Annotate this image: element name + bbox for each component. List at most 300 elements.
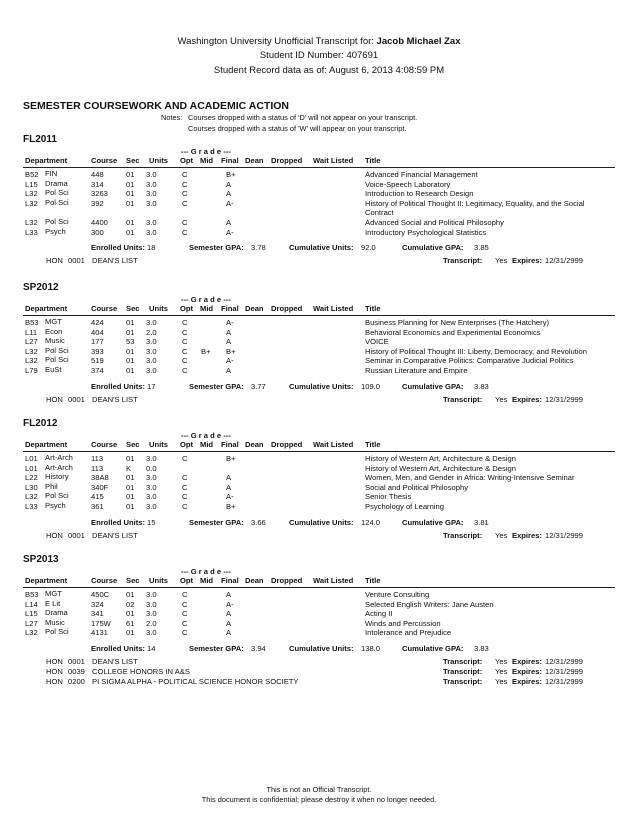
course-title: Introduction to Research Design — [365, 189, 474, 199]
expires-value: 12/31/2999 — [545, 394, 584, 404]
enrolled-units-label: Enrolled Units: — [91, 243, 146, 253]
course-opt: C — [182, 590, 188, 599]
header-rule — [23, 167, 615, 168]
course-mid-grade: B+ — [201, 346, 211, 356]
course-dept: FIN — [45, 169, 58, 178]
col-header-mid: Mid — [200, 156, 214, 165]
course-opt: C — [182, 179, 188, 189]
course-code: L79 — [25, 366, 38, 375]
honor-type: HON — [46, 657, 63, 666]
honor-type: HON — [46, 667, 63, 676]
course-number: 374 — [91, 366, 104, 375]
col-header-wait-listed: Wait Listed — [313, 304, 354, 313]
enrolled-units-value: 14 — [147, 644, 156, 653]
col-header-opt: Opt — [180, 304, 194, 313]
transcript-value: Yes — [495, 657, 508, 666]
course-dept: Pol Sci — [45, 345, 69, 355]
course-dept: MGT — [45, 317, 62, 326]
transcript-value: Yes — [495, 256, 508, 266]
col-header-opt: Opt — [180, 576, 194, 585]
footer-line-1: This is not an Official Transcript. — [266, 785, 372, 794]
course-code: L01 — [25, 463, 38, 473]
col-header-opt: Opt — [180, 156, 194, 165]
col-header-wait-listed: Wait Listed — [313, 576, 354, 585]
col-header-dean: Dean — [245, 156, 264, 165]
course-code: B53 — [25, 590, 39, 599]
course-code: L32 — [25, 628, 38, 638]
col-header-sec: Sec — [126, 440, 140, 449]
course-code: L22 — [25, 473, 38, 483]
semester-gpa-value: 3.78 — [251, 243, 266, 253]
course-number: 404 — [91, 327, 104, 337]
course-number: 324 — [91, 599, 104, 609]
course-code: L32 — [25, 198, 38, 208]
col-header-final: Final — [221, 156, 239, 165]
course-dept: Pol Sci — [45, 217, 69, 226]
col-header-title: Title — [365, 304, 381, 313]
col-header-units: Units — [149, 576, 168, 585]
course-number: 38A8 — [91, 473, 109, 483]
course-number: 300 — [91, 227, 104, 237]
col-header-final: Final — [221, 576, 239, 585]
course-units: 3.0 — [146, 179, 157, 189]
course-units: 3.0 — [146, 318, 157, 327]
course-dept: Drama — [45, 608, 68, 618]
course-final-grade: A- — [226, 356, 234, 366]
transcript-value: Yes — [495, 530, 508, 540]
course-title: Winds and Percussion — [365, 618, 441, 628]
course-dept: Pol Sci — [45, 197, 69, 207]
course-title: Acting II — [365, 609, 393, 619]
cumulative-gpa-value: 3.83 — [474, 381, 489, 391]
course-number: 340F — [91, 482, 109, 492]
course-number: 415 — [91, 492, 104, 502]
transcript-label: Transcript: — [443, 677, 483, 686]
course-section: 01 — [126, 473, 135, 483]
col-header-wait-listed: Wait Listed — [313, 440, 354, 449]
course-section: 01 — [126, 189, 135, 199]
col-header-dropped: Dropped — [271, 304, 303, 313]
course-title: Voice-Speech Laboratory — [365, 179, 451, 189]
course-code: L32 — [25, 189, 38, 199]
student-id: Student ID Number: 407691 — [259, 50, 379, 61]
cumulative-gpa-label: Cumulative GPA: — [402, 243, 464, 253]
expires-value: 12/31/2999 — [545, 530, 584, 540]
course-section: 01 — [126, 346, 135, 356]
transcript-label: Transcript: — [443, 657, 483, 666]
section-title: SEMESTER COURSEWORK AND ACADEMIC ACTION — [23, 100, 290, 112]
course-opt: C — [182, 628, 188, 638]
course-units: 2.0 — [146, 327, 157, 337]
transcript-label: Transcript: — [443, 667, 483, 676]
course-dept: Music — [45, 336, 65, 346]
course-section: 01 — [126, 318, 135, 327]
semester-gpa-value: 3.77 — [251, 381, 266, 391]
course-section: 02 — [126, 599, 135, 609]
course-units: 3.0 — [146, 599, 157, 609]
honor-type: HON — [46, 256, 63, 266]
course-units: 3.0 — [146, 337, 157, 347]
course-number: 4400 — [91, 218, 108, 227]
honor-type: HON — [46, 677, 63, 686]
course-opt: C — [182, 482, 188, 492]
course-code: B53 — [25, 318, 39, 327]
course-units: 3.0 — [146, 198, 157, 208]
term-name: SP2012 — [23, 282, 59, 293]
course-title: Women, Men, and Gender in Africa: Writing-Intensive Seminar — [365, 473, 575, 483]
course-section: 01 — [126, 179, 135, 189]
course-dept: Art-Arch — [45, 453, 73, 462]
col-header-course: Course — [91, 440, 118, 449]
course-opt: C — [182, 198, 188, 208]
expires-label: Expires: — [512, 657, 542, 666]
honor-code: 0001 — [68, 530, 85, 540]
course-title: Intolerance and Prejudice — [365, 628, 452, 638]
cumulative-gpa-value: 3.81 — [474, 517, 489, 527]
col-header-title: Title — [365, 576, 381, 585]
honor-description: DEAN'S LIST — [92, 394, 138, 404]
honor-code: 0001 — [68, 256, 85, 266]
header-rule — [23, 315, 615, 316]
semester-gpa-label: Semester GPA: — [189, 644, 244, 653]
course-units: 3.0 — [146, 590, 157, 599]
course-dept: E Lit — [45, 598, 61, 608]
course-title: Selected English Writers: Jane Austen — [365, 599, 494, 609]
course-number: 113 — [91, 463, 104, 473]
course-code: L11 — [25, 327, 38, 337]
transcript-value: Yes — [495, 667, 508, 676]
course-opt: C — [182, 454, 188, 463]
course-final-grade: B+ — [226, 346, 236, 356]
col-header-dropped: Dropped — [271, 156, 303, 165]
header-rule — [23, 587, 615, 588]
honor-description: DEAN'S LIST — [92, 657, 138, 666]
course-number: 450C — [91, 590, 110, 599]
honor-code: 0200 — [68, 677, 85, 686]
course-title: Behavioral Economics and Experimental Economics — [365, 327, 541, 337]
course-section: 53 — [126, 337, 135, 347]
col-header-dean: Dean — [245, 440, 264, 449]
cumulative-gpa-label: Cumulative GPA: — [402, 381, 464, 391]
col-header-mid: Mid — [200, 304, 214, 313]
course-dept: Psych — [45, 226, 66, 236]
honor-description: COLLEGE HONORS IN A&S — [92, 667, 190, 676]
course-dept: Psych — [45, 501, 66, 510]
course-units: 3.0 — [146, 218, 157, 227]
expires-value: 12/31/2999 — [545, 256, 584, 266]
course-number: 424 — [91, 318, 104, 327]
course-final-grade: A — [226, 366, 232, 375]
course-dept: Drama — [45, 178, 68, 188]
course-units: 3.0 — [146, 170, 157, 179]
course-section: K — [126, 463, 132, 473]
cumulative-units-value: 124.0 — [361, 517, 381, 527]
course-code: L14 — [25, 599, 38, 609]
col-header-opt: Opt — [180, 440, 194, 449]
course-units: 3.0 — [146, 473, 157, 483]
term-name: FL2011 — [23, 134, 57, 145]
course-final-grade: A — [226, 618, 232, 628]
course-units: 3.0 — [146, 346, 157, 356]
course-section: 01 — [126, 454, 135, 463]
semester-gpa-value: 3.94 — [251, 644, 266, 653]
grade-group-label: --- G r a d e --- — [181, 147, 231, 156]
col-header-department: Department — [25, 576, 68, 585]
course-title: VOICE — [365, 337, 389, 347]
course-final-grade: B+ — [226, 502, 236, 511]
course-section: 01 — [126, 492, 135, 502]
course-title: Introductory Psychological Statistics — [365, 227, 487, 237]
course-opt: C — [182, 218, 188, 227]
course-number: 4131 — [91, 628, 108, 638]
course-opt: C — [182, 502, 188, 511]
semester-gpa-value: 3.66 — [251, 517, 266, 527]
course-code: B52 — [25, 170, 39, 179]
course-opt: C — [182, 227, 188, 237]
transcript-label: Transcript: — [443, 530, 483, 540]
col-header-title: Title — [365, 440, 381, 449]
course-number: 448 — [91, 170, 104, 179]
course-final-grade: A — [226, 179, 232, 189]
course-code: L27 — [25, 337, 38, 347]
course-section: 01 — [126, 502, 135, 511]
cumulative-units-value: 109.0 — [361, 381, 381, 391]
course-number: 113 — [91, 454, 104, 463]
grade-group-label: --- G r a d e --- — [181, 295, 231, 304]
course-title: Senior Thesis — [365, 492, 412, 502]
course-dept: Pol Sci — [45, 355, 69, 365]
course-title: Venture Consulting — [365, 590, 430, 599]
course-number: 177 — [91, 337, 104, 347]
cumulative-gpa-value: 3.85 — [474, 243, 489, 253]
course-section: 01 — [126, 327, 135, 337]
course-final-grade: A — [226, 327, 232, 337]
course-units: 3.0 — [146, 628, 157, 638]
course-code: L15 — [25, 179, 38, 189]
course-code: L32 — [25, 356, 38, 366]
course-dept: Pol Sci — [45, 491, 69, 501]
cumulative-units-value: 92.0 — [361, 243, 376, 253]
course-final-grade: A- — [226, 492, 234, 502]
col-header-final: Final — [221, 440, 239, 449]
course-final-grade: A — [226, 628, 232, 638]
course-final-grade: A — [226, 337, 232, 347]
course-final-grade: A — [226, 189, 232, 199]
course-section: 61 — [126, 618, 135, 628]
course-section: 01 — [126, 628, 135, 638]
transcript-label: Transcript: — [443, 394, 483, 404]
enrolled-units-value: 18 — [147, 243, 156, 253]
transcript-title — [0, 36, 638, 47]
course-title-continued: Contract — [365, 208, 394, 218]
course-opt: C — [182, 366, 188, 375]
course-units: 3.0 — [146, 492, 157, 502]
course-code: L30 — [25, 482, 38, 492]
course-units: 3.0 — [146, 366, 157, 375]
title-prefix: Washington University Unofficial Transcript for: — [177, 36, 377, 47]
course-dept: Music — [45, 617, 65, 627]
semester-gpa-label: Semester GPA: — [189, 517, 244, 527]
course-title: Business Planning for New Enterprises (The Hatchery) — [365, 318, 550, 327]
course-code: L33 — [25, 227, 38, 237]
col-header-final: Final — [221, 304, 239, 313]
expires-value: 12/31/2999 — [545, 667, 584, 676]
col-header-mid: Mid — [200, 576, 214, 585]
course-units: 3.0 — [146, 454, 157, 463]
col-header-units: Units — [149, 304, 168, 313]
course-title: Advanced Social and Political Philosophy — [365, 218, 504, 227]
cumulative-gpa-label: Cumulative GPA: — [402, 644, 464, 653]
transcript-value: Yes — [495, 677, 508, 686]
course-section: 01 — [126, 218, 135, 227]
course-title: Seminar in Comparative Politics: Comparative Judicial Politics — [365, 356, 574, 366]
enrolled-units-label: Enrolled Units: — [91, 644, 146, 653]
course-units: 2.0 — [146, 618, 157, 628]
course-units: 3.0 — [146, 227, 157, 237]
cumulative-gpa-label: Cumulative GPA: — [402, 517, 464, 527]
course-code: L33 — [25, 502, 38, 511]
course-number: 341 — [91, 609, 104, 619]
course-dept: History — [45, 472, 69, 482]
col-header-department: Department — [25, 304, 68, 313]
course-code: L32 — [25, 492, 38, 502]
header-rule — [23, 451, 615, 452]
cumulative-units-label: Cumulative Units: — [289, 243, 354, 253]
course-dept: MGT — [45, 589, 62, 598]
course-number: 519 — [91, 356, 104, 366]
course-units: 0.0 — [146, 463, 157, 473]
course-final-grade: A — [226, 590, 232, 599]
col-header-course: Course — [91, 576, 118, 585]
course-opt: C — [182, 337, 188, 347]
transcript-label: Transcript: — [443, 256, 483, 266]
col-header-course: Course — [91, 156, 118, 165]
expires-label: Expires: — [512, 667, 542, 676]
course-title: Russian Literature and Empire — [365, 366, 468, 375]
course-opt: C — [182, 318, 188, 327]
course-units: 3.0 — [146, 189, 157, 199]
course-dept: Art-Arch — [45, 462, 73, 472]
col-header-course: Course — [91, 304, 118, 313]
student-name: Jacob Michael Zax — [376, 36, 461, 47]
col-header-department: Department — [25, 440, 68, 449]
cumulative-units-label: Cumulative Units: — [289, 644, 354, 653]
col-header-sec: Sec — [126, 304, 140, 313]
course-final-grade: A- — [226, 198, 234, 208]
course-units: 3.0 — [146, 356, 157, 366]
course-opt: C — [182, 327, 188, 337]
course-number: 392 — [91, 198, 104, 208]
course-code: L32 — [25, 346, 38, 356]
term-name: SP2013 — [23, 554, 59, 565]
course-title: History of Political Thought III: Liberty, Democracy, and Revolution — [365, 346, 588, 356]
course-code: L15 — [25, 609, 38, 619]
col-header-units: Units — [149, 440, 168, 449]
col-header-sec: Sec — [126, 156, 140, 165]
course-dept: Pol Sci — [45, 627, 69, 637]
course-opt: C — [182, 473, 188, 483]
course-final-grade: B+ — [226, 170, 236, 179]
honor-description: DEAN'S LIST — [92, 256, 138, 266]
col-header-dropped: Dropped — [271, 440, 303, 449]
course-code: L32 — [25, 218, 38, 227]
footer-line-2: This document is confidential; please destroy it when no longer needed. — [201, 795, 437, 804]
course-title: Advanced Financial Management — [365, 170, 478, 179]
honor-type: HON — [46, 530, 63, 540]
course-number: 361 — [91, 502, 104, 511]
notes-label: Notes: — [161, 113, 183, 122]
course-section: 01 — [126, 227, 135, 237]
course-final-grade: A- — [226, 318, 234, 327]
grade-group-label: --- G r a d e --- — [181, 567, 231, 576]
course-opt: C — [182, 189, 188, 199]
course-dept: Econ — [45, 326, 63, 336]
cumulative-units-label: Cumulative Units: — [289, 381, 354, 391]
course-opt: C — [182, 346, 188, 356]
col-header-dropped: Dropped — [271, 576, 303, 585]
course-final-grade: A — [226, 609, 232, 619]
honor-description: DEAN'S LIST — [92, 530, 138, 540]
expires-label: Expires: — [512, 256, 542, 266]
record-date: Student Record data as of: August 6, 2013 4:08:59 PM — [213, 65, 445, 76]
expires-label: Expires: — [512, 677, 542, 686]
col-header-dean: Dean — [245, 576, 264, 585]
cumulative-gpa-value: 3.83 — [474, 644, 489, 653]
course-units: 3.0 — [146, 482, 157, 492]
course-final-grade: A- — [226, 227, 234, 237]
grade-group-label: --- G r a d e --- — [181, 431, 231, 440]
honor-code: 0001 — [68, 394, 85, 404]
expires-label: Expires: — [512, 394, 542, 404]
course-dept: Pol Sci — [45, 188, 69, 198]
course-title: Social and Political Philosophy — [365, 482, 468, 492]
cumulative-units-value: 138.0 — [361, 644, 381, 653]
honor-code: 0039 — [68, 667, 85, 676]
enrolled-units-label: Enrolled Units: — [91, 517, 146, 527]
course-opt: C — [182, 618, 188, 628]
course-dept: EuSt — [45, 365, 62, 374]
course-section: 01 — [126, 590, 135, 599]
course-opt: C — [182, 599, 188, 609]
term-name: FL2012 — [23, 418, 58, 429]
course-final-grade: A — [226, 482, 232, 492]
course-title: History of Western Art, Architecture & Design — [365, 454, 516, 463]
col-header-wait-listed: Wait Listed — [313, 156, 354, 165]
honor-code: 0001 — [68, 657, 85, 666]
transcript-value: Yes — [495, 394, 508, 404]
course-final-grade: A — [226, 218, 232, 227]
course-number: 393 — [91, 346, 104, 356]
course-section: 01 — [126, 366, 135, 375]
enrolled-units-label: Enrolled Units: — [91, 381, 146, 391]
course-section: 01 — [126, 170, 135, 179]
course-section: 01 — [126, 482, 135, 492]
expires-value: 12/31/2999 — [545, 657, 584, 666]
col-header-mid: Mid — [200, 440, 214, 449]
course-opt: C — [182, 356, 188, 366]
expires-label: Expires: — [512, 530, 542, 540]
course-number: 3263 — [91, 189, 108, 199]
course-number: 314 — [91, 179, 104, 189]
course-final-grade: B+ — [226, 454, 236, 463]
course-units: 3.0 — [146, 502, 157, 511]
semester-gpa-label: Semester GPA: — [189, 243, 244, 253]
col-header-title: Title — [365, 156, 381, 165]
course-units: 3.0 — [146, 609, 157, 619]
cumulative-units-label: Cumulative Units: — [289, 517, 354, 527]
course-title: Psychology of Learning — [365, 502, 444, 511]
course-title: History of Western Art, Architecture & Design — [365, 463, 516, 473]
